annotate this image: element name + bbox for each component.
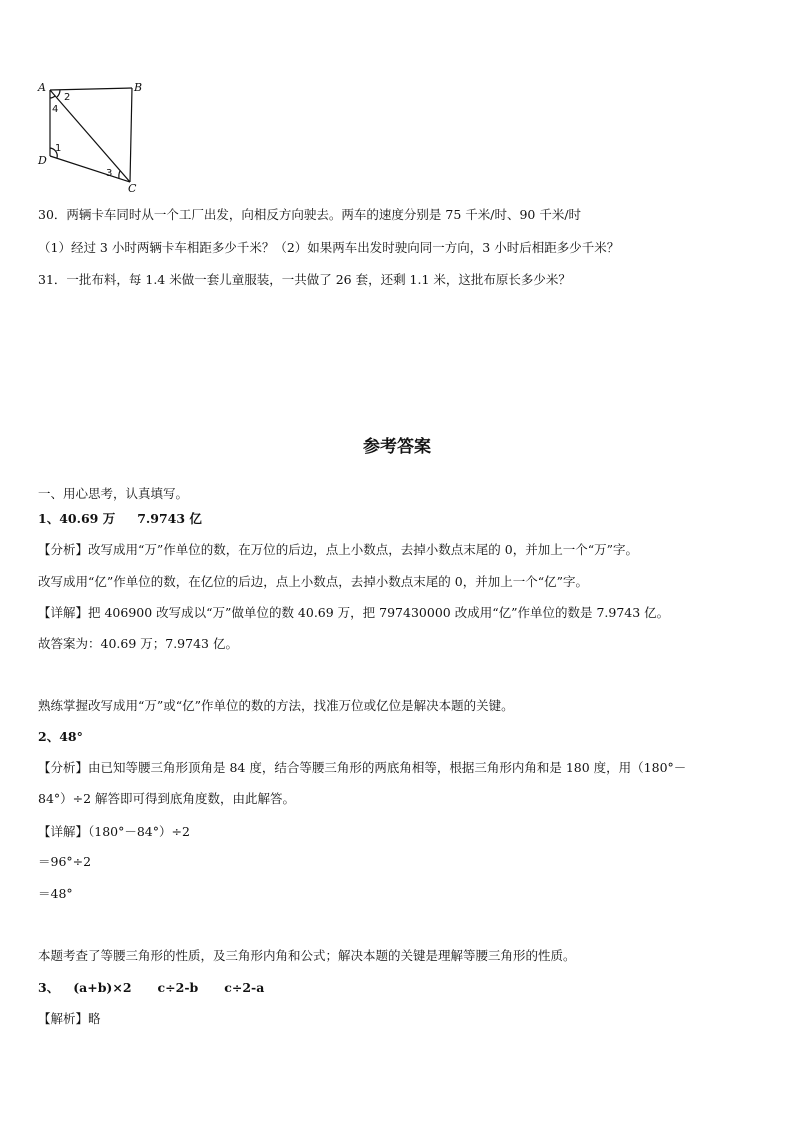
quadrilateral-figure bbox=[30, 78, 150, 196]
angle-1-label: 1 bbox=[55, 143, 62, 154]
answer-3-value3: c÷2-a bbox=[224, 980, 265, 995]
vertex-a-label: A bbox=[38, 81, 46, 94]
angle-arc-c bbox=[119, 171, 120, 178]
section-1-heading: 一、用心思考，认真填写。 bbox=[38, 486, 189, 501]
answer-2-detail: 【详解】（180°－84°）÷2 bbox=[38, 824, 190, 839]
answer-2: 2、48° bbox=[38, 729, 83, 744]
vertex-d-label: D bbox=[38, 154, 47, 167]
answer-1-detail: 【详解】把 406900 改写成以“万”做单位的数 40.69 万，把 797430000 改成用“亿”作单位的数是 7.9743 亿。 bbox=[38, 605, 670, 620]
answer-3-number: 3、 bbox=[38, 980, 60, 995]
angle-3-label: 3 bbox=[106, 168, 113, 179]
question-30-line2: （1）经过 3 小时两辆卡车相距多少千米？（2）如果两车出发时驶向同一方向，3 小时后相距多少千米？ bbox=[38, 240, 620, 255]
question-31: 31．一批布料，每 1.4 米做一套儿童服装，一共做了 26 套，还剩 1.1 米，这批布原长多少米？ bbox=[38, 272, 571, 287]
answer-1-analysis-line1: 【分析】改写成用“万”作单位的数，在万位的后边，点上小数点，去掉小数点末尾的 0，并加上一个“万”字。 bbox=[38, 542, 638, 557]
angle-2-label: 2 bbox=[64, 92, 71, 103]
answer-3 bbox=[38, 980, 264, 996]
vertex-b-label: B bbox=[134, 81, 143, 94]
answer-1 bbox=[38, 511, 202, 527]
answer-2-analysis-line2: 84°）÷2 解答即可得到底角度数，由此解答。 bbox=[38, 791, 296, 806]
angle-arc-a-inner bbox=[50, 96, 55, 98]
angle-arc-a bbox=[57, 90, 60, 97]
vertex-c-label: C bbox=[128, 182, 137, 195]
answer-2-step1: ＝96°÷2 bbox=[38, 854, 92, 869]
answer-3-value2: c÷2-b bbox=[157, 980, 199, 995]
answer-2-step2: ＝48° bbox=[38, 886, 73, 901]
answer-1-analysis-line2: 改写成用“亿”作单位的数，在亿位的后边，点上小数点，去掉小数点末尾的 0，并加上一个“亿”字。 bbox=[38, 574, 588, 589]
answer-1-value1: 1、40.69 万 bbox=[38, 511, 116, 526]
edge-bc bbox=[130, 88, 132, 182]
answer-3-analysis: 【解析】略 bbox=[38, 1011, 101, 1026]
answer-2-comment: 本题考查了等腰三角形的性质，及三角形内角和公式；解决本题的关键是理解等腰三角形的性质。 bbox=[38, 948, 576, 963]
question-30-line1: 30．两辆卡车同时从一个工厂出发，向相反方向驶去。两车的速度分别是 75 千米/时、90 千米/时 bbox=[38, 207, 582, 222]
answers-title: 参考答案 bbox=[363, 437, 431, 457]
angle-4-label: 4 bbox=[52, 104, 59, 115]
answer-3-value1: (a+b)×2 bbox=[73, 980, 132, 995]
answer-1-final: 故答案为：40.69 万；7.9743 亿。 bbox=[38, 636, 238, 651]
answer-2-analysis-line1: 【分析】由已知等腰三角形顶角是 84 度，结合等腰三角形的两底角相等，根据三角形内角和是 180 度，用（180°－ bbox=[38, 760, 687, 775]
edge-ab bbox=[50, 88, 132, 90]
answer-1-value2: 7.9743 亿 bbox=[137, 511, 202, 526]
answer-1-comment: 熟练掌握改写成用“万”或“亿”作单位的数的方法，找准万位或亿位是解决本题的关键。 bbox=[38, 698, 514, 713]
diagonal-ac bbox=[50, 90, 130, 182]
